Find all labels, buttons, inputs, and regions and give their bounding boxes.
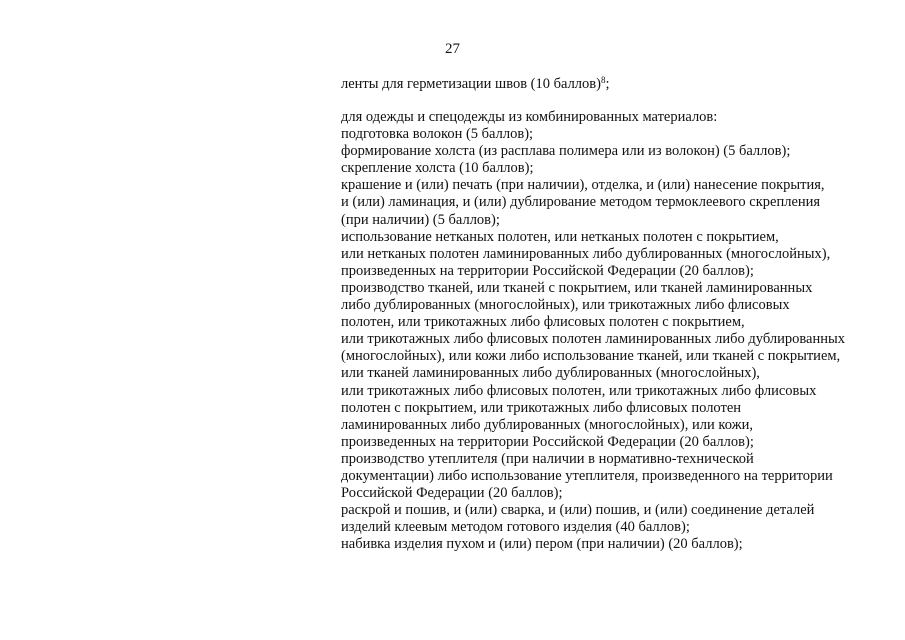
- first-line-text: ленты для герметизации швов (10 баллов): [341, 76, 601, 92]
- text-line: Российской Федерации (20 баллов);: [341, 485, 563, 502]
- text-line: ламинированных либо дублированных (многослойных), или кожи,: [341, 416, 753, 433]
- first-line-punctuation: ;: [605, 76, 610, 92]
- text-line: производство тканей, или тканей с покрытием, или тканей ламинированных: [341, 279, 813, 296]
- text-line: производство утеплителя (при наличии в нормативно-технической: [341, 450, 754, 467]
- text-line: (при наличии) (5 баллов);: [341, 211, 500, 228]
- text-line: документации) либо использование утеплителя, произведенного на территории: [341, 467, 833, 484]
- text-line: либо дублированных (многослойных), или трикотажных либо флисовых: [341, 297, 790, 314]
- text-line: или трикотажных либо флисовых полотен ламинированных либо дублированных: [341, 331, 845, 348]
- main-text: [341, 109, 886, 553]
- text-line: полотен, или трикотажных либо флисовых полотен с покрытием,: [341, 314, 745, 331]
- text-line: произведенных на территории Российской Федерации (20 баллов);: [341, 433, 754, 450]
- first-paragraph: [341, 76, 886, 93]
- text-line: использование нетканых полотен, или нетканых полотен с покрытием,: [341, 228, 779, 245]
- text-line: крашение и (или) печать (при наличии), отделка, и (или) нанесение покрытия,: [341, 177, 825, 194]
- text-line: формирование холста (из расплава полимера или из волокон) (5 баллов);: [341, 143, 791, 160]
- text-line: или нетканых полотен ламинированных либо дублированных (многослойных),: [341, 245, 831, 262]
- text-line: для одежды и спецодежды из комбинированных материалов:: [341, 109, 718, 125]
- text-line: изделий клеевым методом готового изделия (40 баллов);: [341, 519, 690, 536]
- text-line: или тканей ламинированных либо дублированных (многослойных),: [341, 365, 760, 382]
- text-line: раскрой и пошив, и (или) сварка, и (или) пошив, и (или) соединение деталей: [341, 502, 815, 519]
- text-line: или трикотажных либо флисовых полотен, или трикотажных либо флисовых: [341, 382, 817, 399]
- text-line: полотен с покрытием, или трикотажных либо флисовых полотен: [341, 399, 742, 416]
- text-line: произведенных на территории Российской Федерации (20 баллов);: [341, 262, 754, 279]
- text-line: скрепление холста (10 баллов);: [341, 160, 534, 177]
- text-line: подготовка волокон (5 баллов);: [341, 126, 534, 143]
- text-line: набивка изделия пухом и (или) пером (при наличии) (20 баллов);: [341, 536, 743, 553]
- text-line: и (или) ламинация, и (или) дублирование методом термоклеевого скрепления: [341, 194, 821, 211]
- text-line: (многослойных), или кожи либо использование тканей, или тканей с покрытием,: [341, 348, 841, 365]
- footnote-reference: 8: [600, 75, 606, 85]
- page-number: 27: [445, 41, 460, 57]
